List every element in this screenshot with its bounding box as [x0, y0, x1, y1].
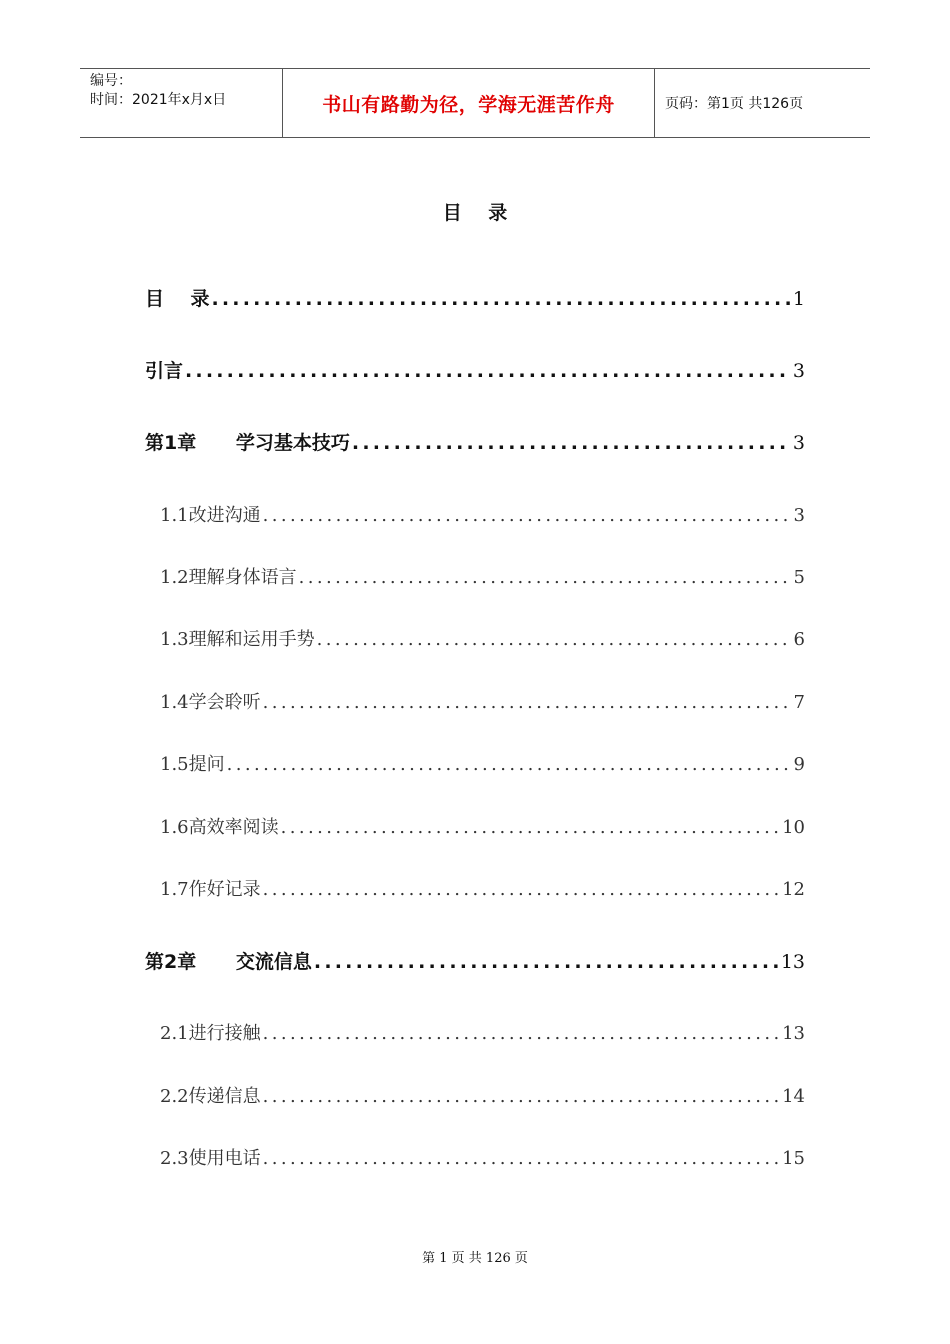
toc-entry[interactable] — [145, 428, 805, 460]
toc-entry-label: 引言 — [145, 360, 184, 382]
toc-entry-page: 3 — [792, 360, 805, 382]
toc-leader-dots — [281, 817, 780, 838]
toc-entry-label: 目 录 — [145, 288, 210, 310]
toc-entry-page: 3 — [792, 432, 805, 454]
toc-leader-dots — [227, 754, 792, 775]
toc-entry-label: 第2章 交流信息 — [145, 951, 312, 973]
toc-entry-page: 10 — [782, 817, 805, 838]
toc-entry[interactable] — [160, 1082, 805, 1114]
toc-entry[interactable] — [160, 1144, 805, 1176]
header-page-info: 页码：第1页 共126页 — [665, 96, 804, 112]
toc-leader-dots — [352, 432, 791, 454]
toc-entry-label: 1.6高效率阅读 — [160, 817, 279, 838]
toc-entry-page: 13 — [782, 1023, 805, 1044]
toc-entry-page: 7 — [793, 692, 805, 713]
toc-entry-page: 9 — [793, 754, 805, 775]
toc-entry[interactable] — [160, 1019, 805, 1051]
toc-entry-page: 1 — [792, 288, 805, 310]
toc-leader-dots — [263, 692, 792, 713]
toc-entry[interactable] — [160, 625, 805, 657]
toc-entry[interactable] — [145, 356, 805, 388]
toc-entry-page: 6 — [793, 629, 805, 650]
toc-entry-page: 13 — [780, 951, 805, 973]
toc-leader-dots — [263, 505, 792, 526]
toc-entry-page: 3 — [793, 505, 805, 526]
toc-entry[interactable] — [160, 813, 805, 845]
toc-entry-label: 1.7作好记录 — [160, 879, 261, 900]
toc-entry-label: 第1章 学习基本技巧 — [145, 432, 350, 454]
toc-entry-label: 2.2传递信息 — [160, 1086, 261, 1107]
toc-entry-page: 5 — [793, 567, 805, 588]
toc-entry-label: 1.1改进沟通 — [160, 505, 261, 526]
toc-leader-dots — [317, 629, 792, 650]
toc-leader-dots — [314, 951, 779, 973]
toc-entry-page: 14 — [782, 1086, 805, 1107]
toc-leader-dots — [263, 1023, 780, 1044]
toc-entry[interactable] — [160, 563, 805, 595]
toc-leader-dots — [185, 360, 791, 382]
toc-entry-label: 1.2理解身体语言 — [160, 567, 297, 588]
motto-text: 书山有路勤为径，学海无涯苦作舟 — [322, 93, 615, 116]
toc-leader-dots — [263, 1148, 780, 1169]
toc-entry[interactable] — [160, 875, 805, 907]
toc-entry[interactable] — [160, 501, 805, 533]
toc-entry[interactable] — [145, 284, 805, 316]
toc-entry-label: 1.4学会聆听 — [160, 692, 261, 713]
page-footer: 第 1 页 共 126 页 — [422, 1251, 528, 1266]
page-title: 目 录 — [442, 202, 508, 224]
document-number-label: 编号： — [90, 73, 132, 89]
toc-entry-label: 1.5提问 — [160, 754, 225, 775]
toc-entry[interactable] — [160, 688, 805, 720]
toc-leader-dots — [299, 567, 792, 588]
toc-leader-dots — [211, 288, 790, 310]
toc-entry[interactable] — [160, 750, 805, 782]
toc-entry[interactable] — [145, 947, 805, 979]
toc-entry-page: 15 — [782, 1148, 805, 1169]
document-date-label: 时间：2021年x月x日 — [90, 92, 227, 108]
toc-leader-dots — [263, 879, 780, 900]
toc-leader-dots — [263, 1086, 780, 1107]
toc-entry-page: 12 — [782, 879, 805, 900]
toc-entry-label: 2.3使用电话 — [160, 1148, 261, 1169]
toc-entry-label: 1.3理解和运用手势 — [160, 629, 315, 650]
toc-entry-label: 2.1进行接触 — [160, 1023, 261, 1044]
